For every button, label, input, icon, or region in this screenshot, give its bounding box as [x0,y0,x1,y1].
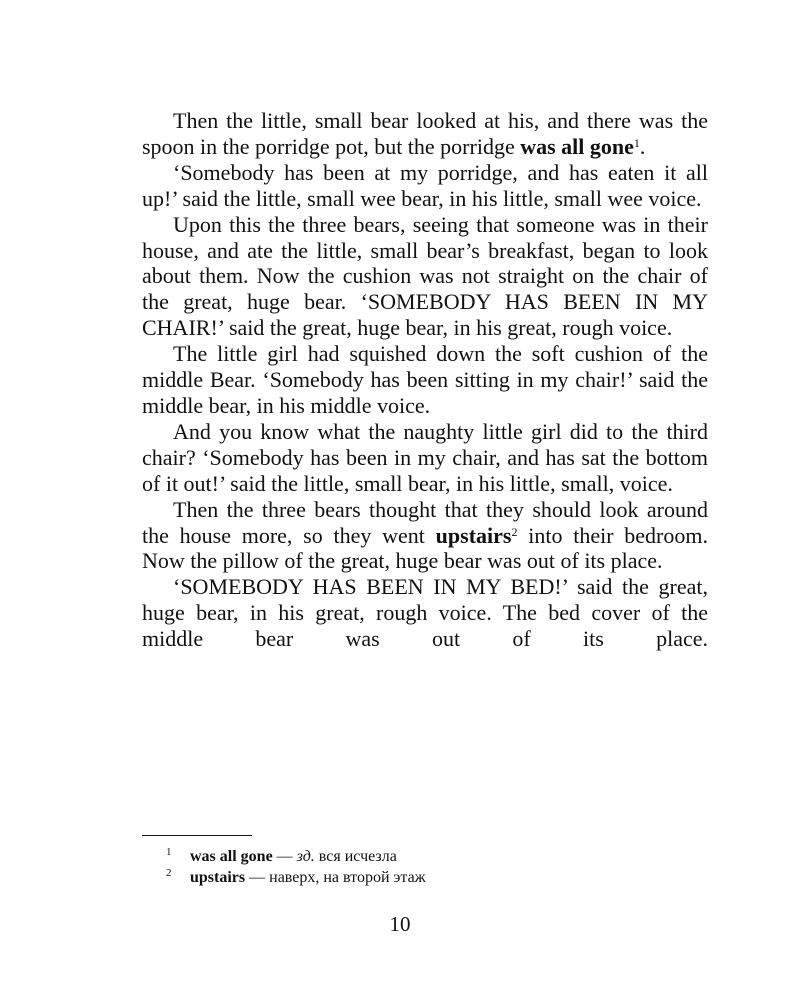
paragraph-text: ‘Somebody has been at my porridge, and has eaten it all up!’ said the little, small wee bear, in his little, small wee voice. [142,159,708,211]
footnote-term: upstairs [190,869,246,886]
footnote-term: was all gone [190,848,273,865]
footnote-marker: 2 [511,524,518,539]
paragraph [142,108,708,160]
paragraph [142,341,708,419]
main-text [142,108,708,652]
footnote-translation: вся исчезла [314,848,397,865]
page-number: 10 [389,912,411,936]
glossed-term: was all gone [520,133,634,159]
footnotes [166,846,666,888]
footnote-note: зд. [296,848,315,865]
paragraph [142,160,708,212]
footnote-1 [166,846,666,867]
paragraph [142,574,708,652]
paragraph-text: ‘SOMEBODY HAS BEEN IN MY BED!’ said the great, huge bear, in his great, rough voice. The bed cover of the middle bear was out of its place. [142,574,708,652]
paragraph-text: And you know what the naughty little girl did to the third chair? ‘Somebody has been in my chair, and has sat the bottom of it out!’ said the little, small bear, in his little, small, voice. [142,418,708,496]
paragraph-text: into their bedroom. Now the pillow of the great, huge bear was out of its place. [142,522,708,574]
glossed-term: upstairs [435,522,512,548]
paragraph-text: . [639,133,646,159]
footnote-divider [142,835,252,836]
paragraph-text: Then the little, small bear looked at his, and there was the spoon in the porridge pot, but the porridge [142,108,708,159]
footnote-number: 2 [166,867,172,879]
paragraph [142,212,708,342]
paragraph [142,419,708,497]
footnote-2 [166,867,666,888]
footnote-dash: — [245,869,270,886]
footnote-marker: 1 [633,135,640,150]
paragraph-text: Upon this the three bears, seeing that someone was in their house, and ate the little, small bear’s breakfast, began to look about them. Now the cushion was not straight on the chair of the great, huge bear. ‘SOMEBODY HAS BEEN IN MY CHAIR!’ said the great, huge bear, in his great, rough voice. [142,211,708,341]
footnote-number: 1 [166,846,172,858]
paragraph-text: Then the three bears thought that they should look around the house more, so they went [142,496,708,548]
footnote-translation: наверх, на второй этаж [269,869,426,886]
paragraph-text: The little girl had squished down the soft cushion of the middle Bear. ‘Somebody has been sitting in my chair!’ said the middle bear, in his middle voice. [142,341,708,418]
paragraph [142,497,708,575]
footnote-dash: — [272,848,297,865]
